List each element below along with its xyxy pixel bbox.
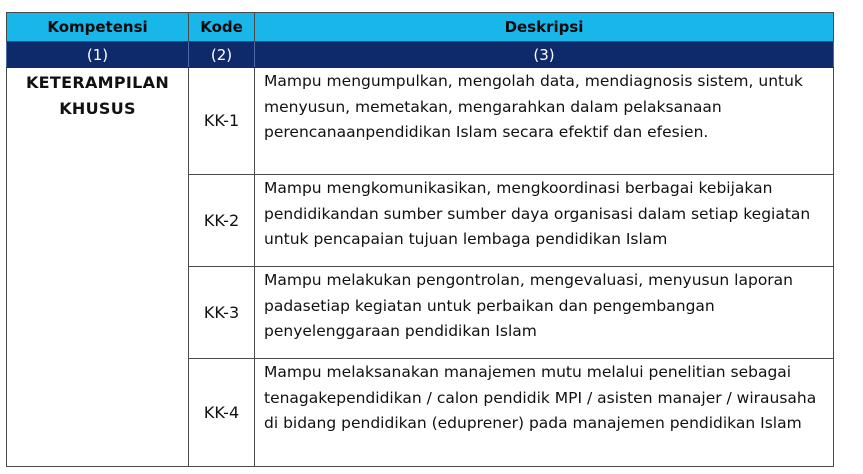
column-number-2: (2) — [189, 42, 255, 68]
column-number-row — [7, 42, 834, 68]
header-kompetensi: Kompetensi — [7, 13, 189, 42]
kode-cell: KK-2 — [189, 175, 255, 267]
header-kode: Kode — [189, 13, 255, 42]
kompetensi-cell: KETERAMPILAN KHUSUS — [7, 68, 189, 467]
kode-cell: KK-1 — [189, 68, 255, 175]
kode-cell: KK-3 — [189, 267, 255, 359]
deskripsi-cell: Mampu mengkomunikasikan, mengkoordinasi berbagai kebijakan pendidikandan sumber sumber daya organisasi dalam setiap kegiatan untuk pencapaian tujuan lembaga pendidikan Islam — [255, 175, 834, 267]
deskripsi-cell: Mampu melaksanakan manajemen mutu melalui penelitian sebagai tenagakependidikan / calon pendidik MPI / asisten manajer / wirausaha di bidang pendidikan (eduprener) pada manajemen pendidikan Islam — [255, 359, 834, 467]
deskripsi-cell: Mampu mengumpulkan, mengolah data, mendiagnosis sistem, untuk menyusun, memetakan, mengarahkan dalam pelaksanaan perencanaanpendidikan Islam secara efektif dan efesien. — [255, 68, 834, 175]
column-number-1: (1) — [7, 42, 189, 68]
column-number-3: (3) — [255, 42, 834, 68]
competency-table — [6, 12, 834, 467]
kode-cell: KK-4 — [189, 359, 255, 467]
header-row — [7, 13, 834, 42]
header-deskripsi: Deskripsi — [255, 13, 834, 42]
table-row — [7, 68, 834, 175]
deskripsi-cell: Mampu melakukan pengontrolan, mengevaluasi, menyusun laporan padasetiap kegiatan untuk perbaikan dan pengembangan penyelenggaraan pendidikan Islam — [255, 267, 834, 359]
